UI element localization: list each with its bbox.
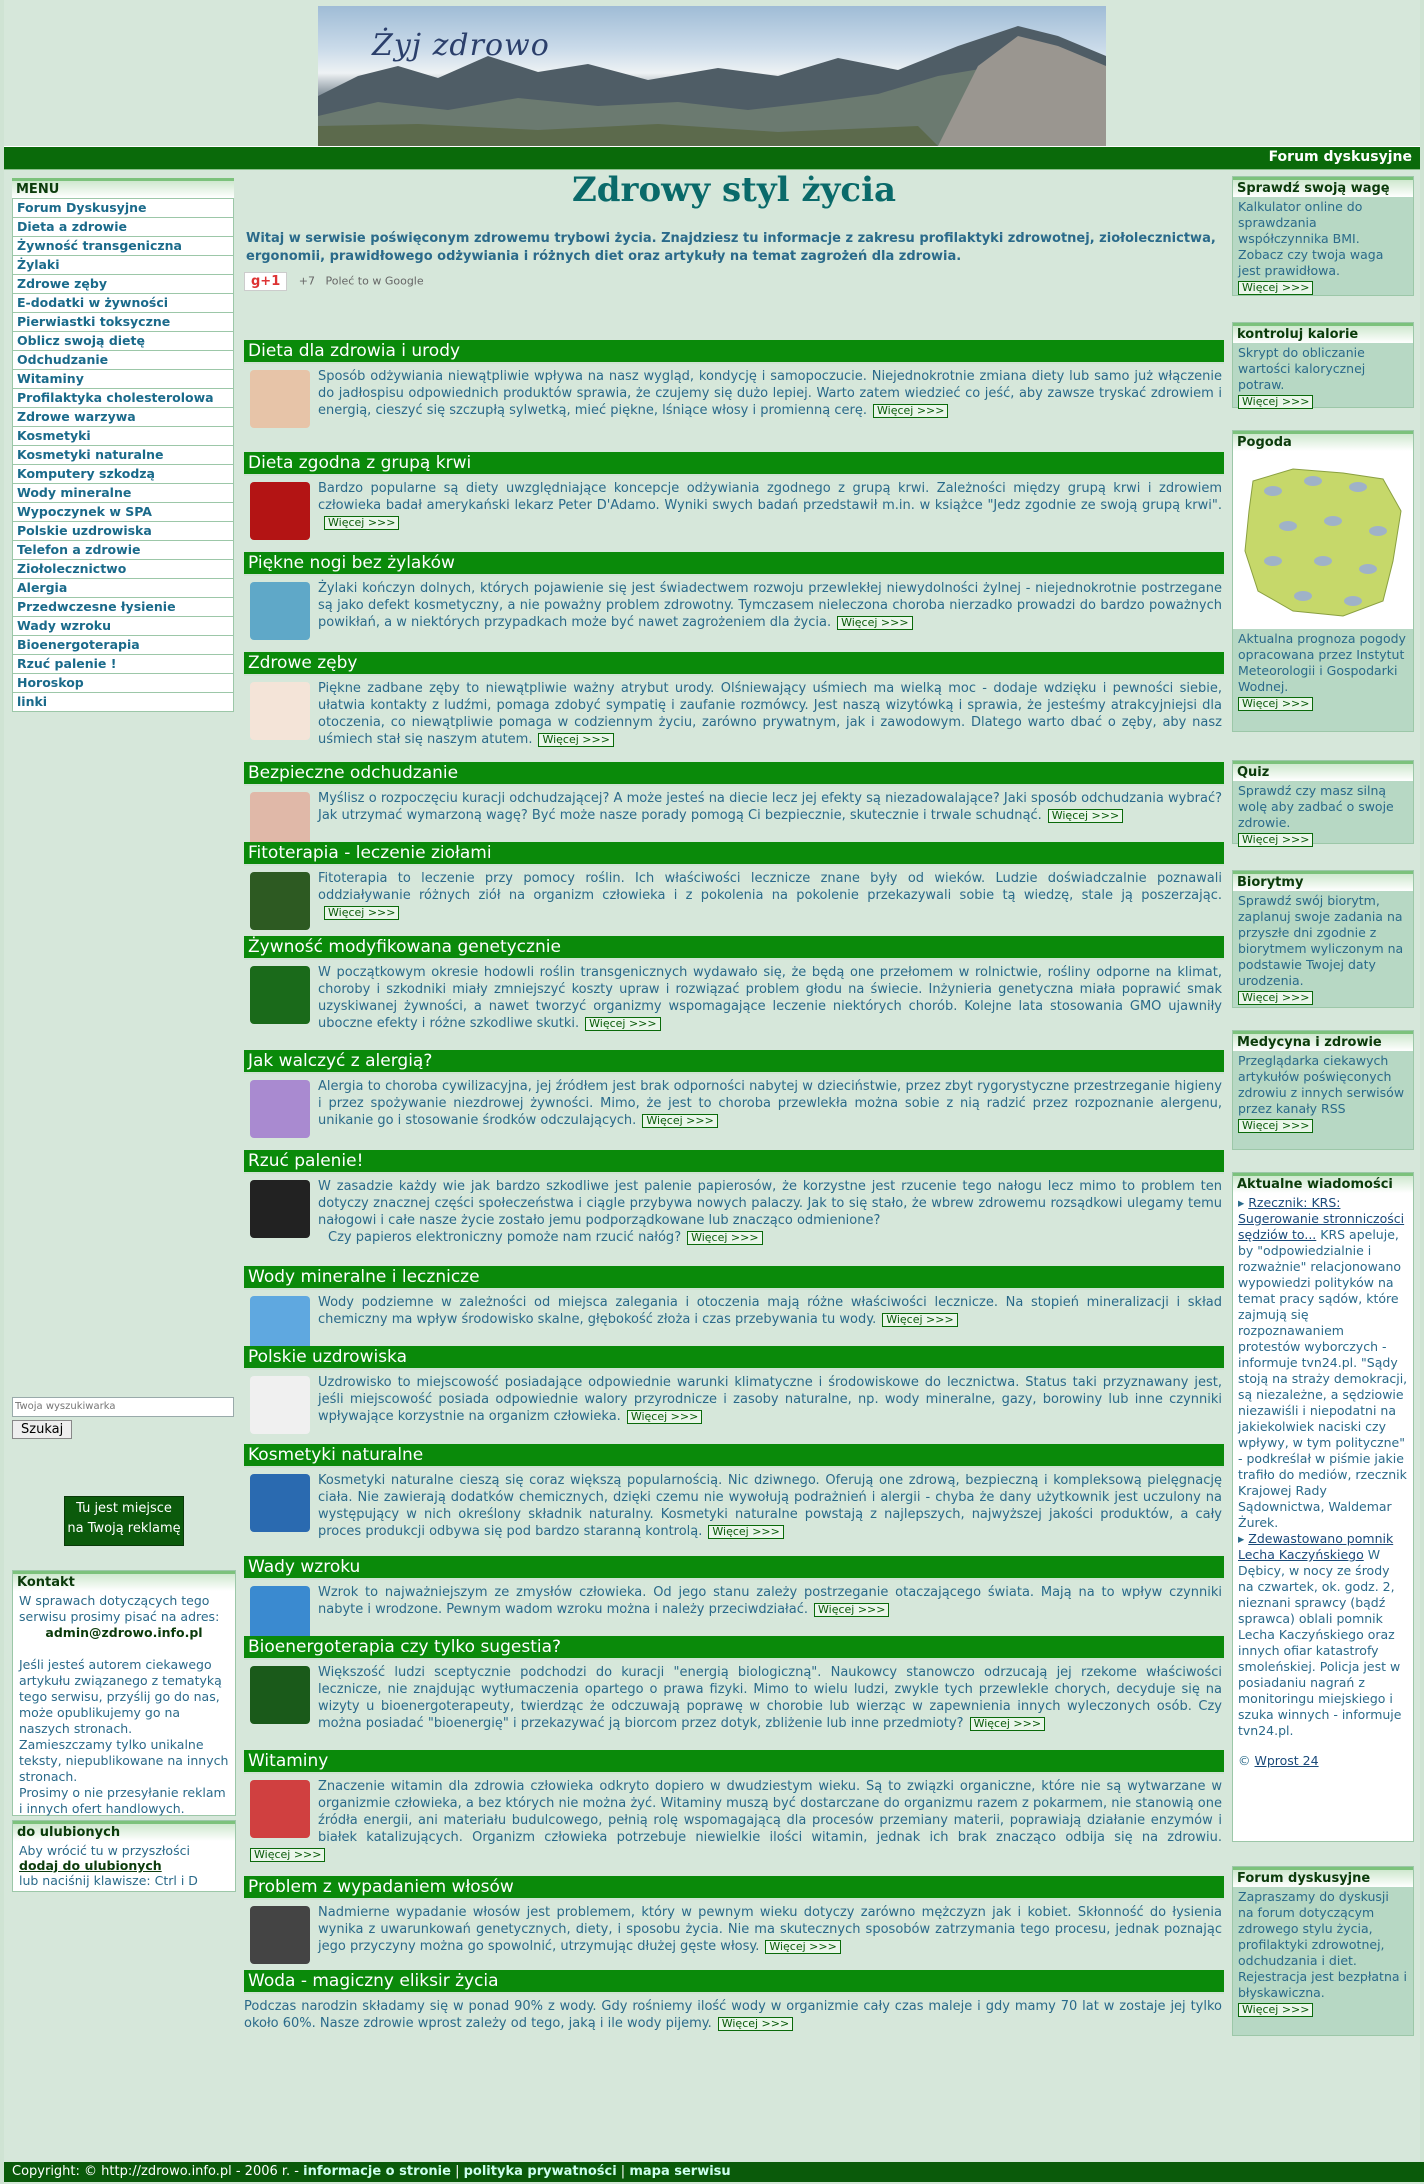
more-button[interactable]: Więcej >>> xyxy=(250,1848,325,1862)
menu-item[interactable]: Alergia xyxy=(12,579,234,598)
weather-map-image[interactable] xyxy=(1233,451,1413,629)
menu-items xyxy=(12,198,234,712)
article-title[interactable]: Wady wzroku xyxy=(244,1556,1224,1580)
article-text: Myślisz o rozpoczęciu kuracji odchudzającej? A może jesteś na diecie lecz jej efekty są niezadowalające? Jaki sposób odchudzania wybrać? Jak utrzymać wymarzoną wagę? Być może nasze porady pomogą Ci bezpiecznie, skutecznie i trwale schudnąć. xyxy=(318,791,1222,823)
more-button[interactable]: Więcej >>> xyxy=(538,733,613,747)
menu-item[interactable]: Polskie uzdrowiska xyxy=(12,522,234,541)
article-title[interactable]: Rzuć palenie! xyxy=(244,1150,1224,1174)
more-button[interactable]: Więcej >>> xyxy=(873,404,948,418)
article-section xyxy=(244,1636,1224,1746)
article-thumbnail-image[interactable] xyxy=(250,1666,310,1724)
more-button[interactable]: Więcej >>> xyxy=(708,1525,783,1539)
article-thumbnail-image[interactable] xyxy=(250,1180,310,1238)
more-button[interactable]: Więcej >>> xyxy=(627,1410,702,1424)
article-thumbnail-image[interactable] xyxy=(250,482,310,540)
article-title[interactable]: Jak walczyć z alergią? xyxy=(244,1050,1224,1074)
article-title[interactable]: Polskie uzdrowiska xyxy=(244,1346,1224,1370)
footer-privacy-link[interactable]: polityka prywatności xyxy=(463,2164,617,2179)
more-button[interactable]: Więcej >>> xyxy=(718,2017,793,2031)
news-link-1[interactable]: Rzecznik: KRS: Sugerowanie stronniczości sędziów to... xyxy=(1238,1195,1405,1242)
contact-ads-text: Prosimy o nie przesyłanie reklam i innych ofert handlowych. xyxy=(19,1785,226,1816)
menu-item[interactable]: Rzuć palenie ! xyxy=(12,655,234,674)
article-section xyxy=(244,842,1224,932)
article-text: Żylaki kończyn dolnych, których pojawienie się jest świadectwem rozwoju przewlekłej niewydolności żylnej - niejednokrotnie postrzegane są jako defekt kosmetyczny, a nie poważny problem zdrowotny. Tymczasem nieleczona choroba nierzadko prowadzi do bardzo poważnych powikłań, a w niektórych przypadkach może być nawet zagrożeniem dla życia. xyxy=(318,581,1222,630)
article-title[interactable]: Fitoterapia - leczenie ziołami xyxy=(244,842,1224,866)
more-button[interactable]: Więcej >>> xyxy=(765,1940,840,1954)
google-plus-button[interactable]: g+1 xyxy=(244,272,287,291)
footer: Copyright: © http://zdrowo.info.pl - 2006 r. - informacje o stronie | polityka prywatności | mapa serwisu xyxy=(4,2162,1424,2182)
menu-item[interactable]: Kosmetyki naturalne xyxy=(12,446,234,465)
contact-email[interactable]: admin@zdrowo.info.pl xyxy=(45,1625,203,1640)
article-title[interactable]: Dieta dla zdrowia i urody xyxy=(244,340,1224,364)
article-thumbnail-image[interactable] xyxy=(250,1376,310,1434)
more-button[interactable]: Więcej >>> xyxy=(970,1717,1045,1731)
news-title: Aktualne wiadomości xyxy=(1233,1173,1413,1193)
menu-item[interactable]: Kosmetyki xyxy=(12,427,234,446)
footer-info-link[interactable]: informacje o stronie xyxy=(303,2164,451,2179)
more-button[interactable]: Więcej >>> xyxy=(324,516,399,530)
add-favorites-link[interactable]: dodaj do ulubionych xyxy=(19,1858,162,1873)
contact-authors-text: Jeśli jesteś autorem ciekawego artykułu związanego z tematyką tego serwisu, przyślij go do nas, może opublikujemy go na naszych stronach. Zamieszczamy tylko unikalne teksty, niepublikowane na innych stronach. xyxy=(19,1657,229,1784)
forum-box-title: Forum dyskusyjne xyxy=(1233,1867,1413,1887)
intro-text: Witaj w serwisie poświęconym zdrowemu trybowi życia. Znajdziesz tu informacje z zakresu profilaktyki zdrowotnej, ziołolecznictwa, ergonomii, prawidłowego odżywiania i różnych diet oraz artykuły na temat zagrożeń dla zdrowia. xyxy=(246,231,1216,264)
left-menu xyxy=(12,178,234,712)
forum-link[interactable]: Forum dyskusyjne xyxy=(1268,149,1412,165)
menu-item[interactable]: Telefon a zdrowie xyxy=(12,541,234,560)
article-text: Większość ludzi sceptycznie podchodzi do kuracji "energią biologiczną". Naukowcy stanowczo odrzucają jej rzekome właściwości lecznicze, nie znajdując wytłumaczenia opartego o prawa fizyki. Mimo to wielu ludzi, zwykle tych przewlekle chorych, decyduje się na wizyty u bioenergoterapeuty, twierdząc że odczuwają poprawę w chorobie lub wierząc w zapewnienia innych wyleczonych osób. Czy można posiadać "bioenergię" i przekazywać ją biorcom przez dotyk, zbliżenie lub inne przedmioty? xyxy=(318,1665,1222,1731)
menu-item[interactable]: Odchudzanie xyxy=(12,351,234,370)
more-button[interactable]: Więcej >>> xyxy=(324,906,399,920)
article-title[interactable]: Piękne nogi bez żylaków xyxy=(244,552,1224,576)
medicine-more-button[interactable]: Więcej >>> xyxy=(1238,1119,1313,1133)
article-thumbnail-image[interactable] xyxy=(250,872,310,930)
menu-item[interactable]: Bioenergoterapia xyxy=(12,636,234,655)
medicine-box xyxy=(1232,1030,1414,1150)
favorites-line1: Aby wrócić tu w przyszłości xyxy=(19,1843,190,1858)
weather-title: Pogoda xyxy=(1233,431,1413,451)
bmi-title: Sprawdź swoją wagę xyxy=(1233,177,1413,197)
article-text: W zasadzie każdy wie jak bardzo szkodliwe jest palenie papierosów, że korzystne jest rzucenie tego nałogu lecz mimo to problem ten dotyczy znacznej części społeczeństwa i ciągle przybywa nowych palaczy. Jak to się stało, że wbrew zdrowemu rozsądkowi ulegamy temu nałogowi i całe nasze życie zostało jemu podporządkowane lub znacząco odmienione? xyxy=(318,1179,1222,1228)
menu-item[interactable]: Forum Dyskusyjne xyxy=(12,198,234,218)
contact-box xyxy=(12,1570,236,1816)
forum-more-button[interactable]: Więcej >>> xyxy=(1238,2003,1313,2017)
news-source-link[interactable]: Wprost 24 xyxy=(1254,1753,1319,1768)
article-title[interactable]: Woda - magiczny eliksir życia xyxy=(244,1970,1224,1994)
google-plus-text: Poleć to w Google xyxy=(325,274,424,288)
google-plus-count: +7 xyxy=(298,274,315,288)
ad-line-1: Tu jest miejsce xyxy=(76,1501,172,1516)
contact-title: Kontakt xyxy=(13,1571,235,1591)
more-button[interactable]: Więcej >>> xyxy=(837,616,912,630)
biorhythm-title: Biorytmy xyxy=(1233,871,1413,891)
news-text-2: W Dębicy, w nocy ze środy na czwartek, ok. godz. 2, nieznani sprawcy (bądź sprawca) oblali pomnik Lecha Kaczyńskiego oraz innych ofiar katastrofy smoleńskiej. Policja jest w posiadaniu nagrań z monitoringu miejskiego i szuka winnych - informuje tvn24.pl. xyxy=(1238,1547,1402,1738)
bmi-text: Kalkulator online do sprawdzania współczynnika BMI. Zobacz czy twoja waga jest prawidłowa. xyxy=(1238,199,1384,278)
page-title: Zdrowy styl życia xyxy=(571,170,897,210)
more-button[interactable]: Więcej >>> xyxy=(1048,809,1123,823)
menu-item[interactable]: Żywność transgeniczna xyxy=(12,237,234,256)
article-section xyxy=(244,552,1224,648)
article-section xyxy=(244,1050,1224,1146)
biorhythm-more-button[interactable]: Więcej >>> xyxy=(1238,991,1313,1005)
search-input[interactable] xyxy=(12,1397,234,1417)
article-thumbnail-image[interactable] xyxy=(250,682,310,740)
menu-item[interactable]: Wypoczynek w SPA xyxy=(12,503,234,522)
article-title[interactable]: Bezpieczne odchudzanie xyxy=(244,762,1224,786)
article-text: Nadmierne wypadanie włosów jest problemem, który w pewnym wieku dotyczy zarówno mężczyzn jak i kobiet. Skłonność do łysienia wynika z uwarunkowań genetycznych, diety, i sposobu życia. Nie ma skutecznych sposobów zatrzymania tego procesu, jednak poznając jego przyczyny można go spowolnić, utrzymując dłużej gęste włosy. xyxy=(318,1905,1222,1954)
news-link-2[interactable]: Zdewastowano pomnik Lecha Kaczyńskiego xyxy=(1238,1531,1394,1562)
article-title[interactable]: Witaminy xyxy=(244,1750,1224,1774)
article-thumbnail-image[interactable] xyxy=(250,1780,310,1838)
google-plus-widget xyxy=(244,272,424,294)
menu-item[interactable]: Witaminy xyxy=(12,370,234,389)
article-title[interactable]: Żywność modyfikowana genetycznie xyxy=(244,936,1224,960)
biorhythm-text: Sprawdź swój biorytm, zaplanuj swoje zadania na przyszłe dni zgodnie z biorytmem wyliczonym na podstawie Twojej daty urodzenia. xyxy=(1238,893,1404,988)
article-title[interactable]: Zdrowe zęby xyxy=(244,652,1224,676)
article-text: W początkowym okresie hodowli roślin transgenicznych wydawało się, że będą one przełomem w rolnictwie, rośliny odporne na klimat, choroby i szkodniki miały zmniejszyć koszty upraw i rozwiązać problem głodu na świecie. Inżynieria genetyczna miała poprawić smak uzyskiwanej żywności, a nawet tworzyć organizmy wspomagające leczenie niektórych chorób. Kolejne lata stosowania GMO ujawniły uboczne efekty i różne szkodliwe skutki. xyxy=(318,965,1222,1031)
quiz-title: Quiz xyxy=(1233,761,1413,781)
calories-text: Skrypt do obliczanie wartości kalorycznej potraw. xyxy=(1238,345,1366,392)
menu-item[interactable]: Zdrowe warzywa xyxy=(12,408,234,427)
forum-box-text: Zapraszamy do dyskusji na forum dotyczącym zdrowego stylu życia, profilaktyki zdrowotnej, odchudzania i diet. Rejestracja jest bezpłatna i błyskawiczna. xyxy=(1238,1889,1407,2000)
menu-item[interactable]: Oblicz swoją dietę xyxy=(12,332,234,351)
menu-item[interactable]: Dieta a zdrowie xyxy=(12,218,234,237)
article-text: Wzrok to najważniejszym ze zmysłów człowieka. Od jego stanu zależy postrzeganie otaczającego świata. Mają na to wpływ czynniki nabyte i wrodzone. Pewnym wadom wzroku można i należy przeciwdziałać. xyxy=(318,1585,1222,1617)
article-section xyxy=(244,452,1224,548)
menu-item[interactable]: Profilaktyka cholesterolowa xyxy=(12,389,234,408)
ad-line-2: na Twoją reklamę xyxy=(67,1521,181,1536)
article-thumbnail-image[interactable] xyxy=(250,1080,310,1138)
article-text: Bardzo popularne są diety uwzględniające koncepcje odżywiania zgodnego z grupą krwi. Zależności między grupą krwi i zdrowiem człowieka badał amerykański lekarz Peter D'Adamo. Wyniki swych badań przedstawił m.in. w książce "Jedz zgodnie ze swoją grupą krwi". xyxy=(318,481,1222,513)
menu-item[interactable]: Komputery szkodzą xyxy=(12,465,234,484)
weather-box xyxy=(1232,430,1414,732)
article-section xyxy=(244,1876,1224,1966)
article-section xyxy=(244,652,1224,758)
mountain-landscape-image xyxy=(318,6,1106,146)
news-box: Aktualne wiadomości ▸ Rzecznik: KRS: Sugerowanie stronniczości sędziów to... KRS apeluje, by "odpowiedzialnie i rozważnie" relacjonowano wypowiedzi polityków na temat pracy sądów, które zajmują się rozpoznawaniem protestów wyborczych -informuje tvn24.pl. "Sądy stoją na straży demokracji, są niezależne, a sędziowie niezawiśli i niepodatni na jakiekolwiek naciski czy wpływy, w tym polityczne" - podkreślał w piśmie jakie trafiło do mediów, rzecznik Krajowej Rady Sądownictwa, Waldemar Żurek. ▸ Zdewastowano pomnik Lecha Kaczyńskiego W Dębicy, w nocy ze środy na czwartek, ok. godz. 2, nieznani sprawcy (bądź sprawca) oblali pomnik Lecha Kaczyńskiego oraz innych ofiar katastrofy smoleńskiej. Policja jest w posiadaniu nagrań z monitoringu miejskiego i szuka winnych - informuje tvn24.pl. © Wprost 24 xyxy=(1232,1172,1414,1842)
article-thumbnail-image[interactable] xyxy=(250,582,310,640)
header-banner xyxy=(318,6,1106,146)
article-section xyxy=(244,1970,1224,2050)
article-section xyxy=(244,1556,1224,1632)
bmi-box xyxy=(1232,176,1414,296)
menu-item[interactable]: Pierwiastki toksyczne xyxy=(12,313,234,332)
article-section xyxy=(244,1266,1224,1342)
article-section xyxy=(244,1444,1224,1552)
article-text: Uzdrowisko to miejscowość posiadające odpowiednie warunki klimatyczne i środowiskowe do lecznictwa. Status taki przyznawany jest, jeśli miejscowość posiada odpowiednie walory przyrodnicze i zasoby naturalne, np. wody mineralne, gazy, borowiny lub inne czynniki wpływające korzystnie na organizm człowieka. xyxy=(318,1375,1222,1424)
weather-more-button[interactable]: Więcej >>> xyxy=(1238,697,1313,711)
footer-sitemap-link[interactable]: mapa serwisu xyxy=(629,2164,731,2179)
article-section xyxy=(244,1750,1224,1872)
article-text: Sposób odżywiania niewątpliwie wpływa na nasz wygląd, kondycję i samopoczucie. Niejednokrotnie zmiana diety lub samo już włączenie do jadłospisu odpowiednich produktów sprawia, że czujemy się dużo lepiej. Warto zatem wiedzieć co jeść, aby zawsze tryskać zdrowiem i energią, cieszyć się szczupłą sylwetką, mieć piękne, lśniące włosy i promienną cerę. xyxy=(318,369,1222,418)
menu-item[interactable]: linki xyxy=(12,693,234,712)
favorites-box xyxy=(12,1820,236,1892)
weather-text: Aktualna prognoza pogody opracowana przez Instytut Meteorologii i Gospodarki Wodnej. xyxy=(1238,631,1406,694)
menu-item[interactable]: Wody mineralne xyxy=(12,484,234,503)
article-text: Podczas narodzin składamy się w ponad 90% z wody. Gdy rośniemy ilość wody w organizmie cały czas maleje i gdy mamy 70 lat w zostaje jej tylko około 60%. Nasze zdrowie wprost zależy od tego, jaką i ile wody pijemy. xyxy=(244,1999,1222,2031)
article-title[interactable]: Problem z wypadaniem włosów xyxy=(244,1876,1224,1900)
article-title[interactable]: Wody mineralne i lecznicze xyxy=(244,1266,1224,1290)
article-thumbnail-image[interactable] xyxy=(250,1906,310,1964)
news-text-1: KRS apeluje, by "odpowiedzialnie i rozważnie" relacjonowano wypowiedzi polityków na temat pracy sądów, które zajmują się rozpoznawaniem protestów wyborczych -informuje tvn24.pl. "Sądy stoją na straży demokracji, są niezależne, a sędziowie niezawiśli i niepodatni na jakiekolwiek naciski czy wpływy, w tym polityczne" - podkreślał w piśmie jakie trafiło do mediów, rzecznik Krajowej Rady Sądownictwa, Waldemar Żurek. xyxy=(1238,1227,1408,1530)
biorhythm-box xyxy=(1232,870,1414,1008)
menu-item[interactable]: Przedwczesne łysienie xyxy=(12,598,234,617)
article-section xyxy=(244,340,1224,444)
article-text: Wody podziemne w zależności od miejsca zalegania i otoczenia mają różne właściwości lecznicze. Na stopień mineralizacji i skład chemiczny ma wpływ środowisko skalne, głębokość złoża i czas przebywania tu wody. xyxy=(318,1295,1222,1327)
top-nav-bar xyxy=(4,146,1420,170)
menu-item[interactable]: Horoskop xyxy=(12,674,234,693)
forum-box xyxy=(1232,1866,1414,2036)
menu-item[interactable]: Wady wzroku xyxy=(12,617,234,636)
search-button[interactable]: Szukaj xyxy=(12,1420,72,1439)
quiz-text: Sprawdź czy masz silną wolę aby zadbać o swoje zdrowie. xyxy=(1238,783,1394,830)
article-title[interactable]: Kosmetyki naturalne xyxy=(244,1444,1224,1468)
calories-box xyxy=(1232,322,1414,408)
calories-title: kontroluj kalorie xyxy=(1233,323,1413,343)
calories-more-button[interactable]: Więcej >>> xyxy=(1238,395,1313,409)
footer-copyright: Copyright: © http://zdrowo.info.pl - 2006 r. - xyxy=(12,2164,299,2179)
medicine-text: Przeglądarka ciekawych artykułów poświęconych zdrowiu z innych serwisów przez kanały RSS xyxy=(1238,1053,1405,1116)
more-button[interactable]: Więcej >>> xyxy=(642,1114,717,1128)
bmi-more-button[interactable]: Więcej >>> xyxy=(1238,281,1313,295)
more-button[interactable]: Więcej >>> xyxy=(585,1017,660,1031)
article-section xyxy=(244,936,1224,1046)
more-button[interactable]: Więcej >>> xyxy=(882,1313,957,1327)
article-thumbnail-image[interactable] xyxy=(250,966,310,1024)
menu-item[interactable]: Żylaki xyxy=(12,256,234,275)
menu-item[interactable]: E-dodatki w żywności xyxy=(12,294,234,313)
favorites-title: do ulubionych xyxy=(13,1821,235,1841)
more-button[interactable]: Więcej >>> xyxy=(687,1231,762,1245)
article-text: Alergia to choroba cywilizacyjna, jej źródłem jest brak odporności nabytej w dzieciństwie, przez zbyt rygorystyczne przestrzeganie higieny i przez spożywanie niezdrowej żywności. Mimo, że jest to choroba przewlekła można sobie z nią radzić przez rozpoznanie alergenu, unikanie go i stosowanie środków odczulających. xyxy=(318,1079,1222,1128)
menu-item[interactable]: Ziołolecznictwo xyxy=(12,560,234,579)
article-section xyxy=(244,1150,1224,1262)
article-text: Fitoterapia to leczenie przy pomocy roślin. Ich właściwości lecznicze znane były od wieków. Ludzie doświadczalnie poznawali oddziaływanie różnych ziół na organizm człowieka i z pokolenia na pokolenie przekazywali sobie tą wiedzę, stale ją poszerzając. xyxy=(318,871,1222,903)
article-text: Znaczenie witamin dla zdrowia człowieka odkryto dopiero w dwudziestym wieku. Są to związki organiczne, które nie są wytwarzane w organizmie człowieka, a bez których nie można żyć. Witaminy muszą być dostarczane do organizmu razem z pokarmem, nie stanowią one źródła energii, ani materiału budulcowego, pełnią rolę wspomagającą dla procesów przemiany materii, poprawiają działanie enzymów i białek katalizujących. Organizm człowieka potrzebuje niewielkie ilości witamin, jednak ich brak znacząco odbija się na zdrowiu. xyxy=(318,1779,1222,1845)
article-text: Kosmetyki naturalne cieszą się coraz większą popularnością. Nic dziwnego. Oferują one zdrową, bezpieczną i kompleksową pielęgnację ciała. Nie zawierają dodatków chemicznych, dzięki czemu nie wywołują podrażnień i alergii - chyba że dany użytkownik jest uczulony na występujący w nich określony składnik naturalny. Kosmetyki naturalne powstają z najlepszych, najwyższej jakości produktów, a cały proces produkcji odbywa się pod bardzo staranną kontrolą. xyxy=(318,1473,1222,1539)
menu-title: MENU xyxy=(12,178,234,198)
search-form xyxy=(12,1394,234,1439)
favorites-line2: lub naciśnij klawisze: Ctrl i D xyxy=(19,1873,198,1888)
article-thumbnail-image[interactable] xyxy=(250,1474,310,1532)
ad-banner[interactable] xyxy=(64,1496,184,1546)
menu-item[interactable]: Zdrowe zęby xyxy=(12,275,234,294)
quiz-box xyxy=(1232,760,1414,844)
article-text: Piękne zadbane zęby to niewątpliwie ważny atrybut urody. Olśniewający uśmiech ma wielką moc - dodaje wdzięku i pewności siebie, ułatwia kontakty z ludźmi, pomaga zdobyć sympatię i zaufanie rozmówcy. Jest naszą wizytówką i sprawia, że jesteśmy atrakcyjniejsi dla otoczenia, co niewątpliwie pomaga w codziennym życiu, zarówno prywatnym, jak i zawodowym. Dlatego warto dbać o zęby, aby nasz uśmiech stał się naszym atutem. xyxy=(318,681,1222,747)
medicine-title: Medycyna i zdrowie xyxy=(1233,1031,1413,1051)
article-title[interactable]: Bioenergoterapia czy tylko sugestia? xyxy=(244,1636,1224,1660)
article-extra-text: Czy papieros elektroniczny pomoże nam rzucić nałóg? xyxy=(328,1230,682,1245)
article-thumbnail-image[interactable] xyxy=(250,370,310,428)
article-title[interactable]: Dieta zgodna z grupą krwi xyxy=(244,452,1224,476)
article-section xyxy=(244,1346,1224,1440)
more-button[interactable]: Więcej >>> xyxy=(814,1603,889,1617)
quiz-more-button[interactable]: Więcej >>> xyxy=(1238,833,1313,847)
contact-text: W sprawach dotyczących tego serwisu prosimy pisać na adres: xyxy=(19,1593,220,1624)
site-logo: Żyj zdrowo xyxy=(372,28,550,63)
article-section xyxy=(244,762,1224,838)
